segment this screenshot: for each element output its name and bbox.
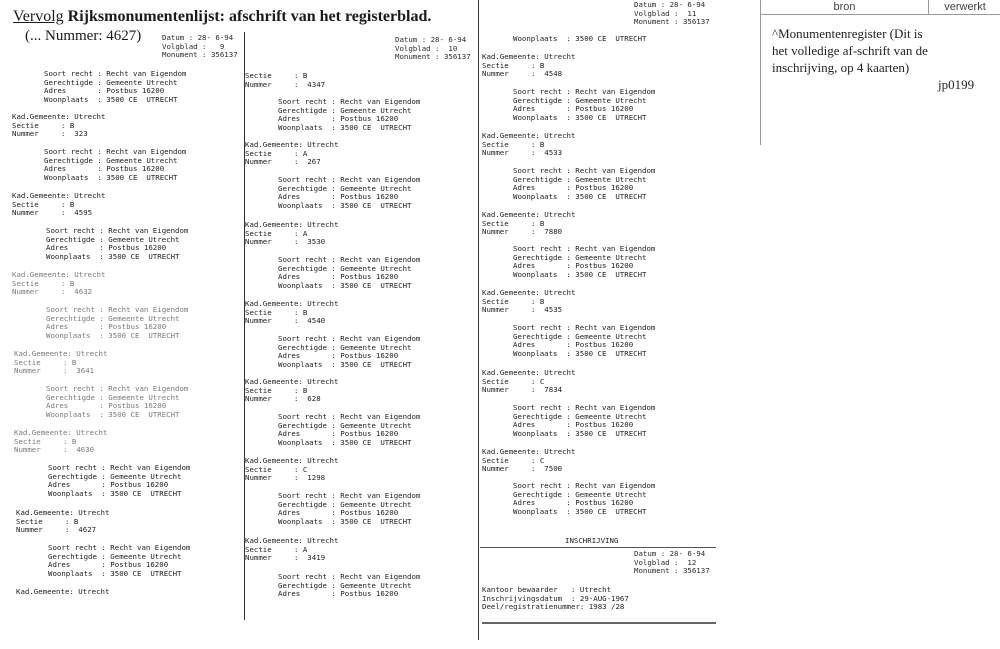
col3-entry: Kad.Gemeente: Utrecht Sectie : B Nummer : 4548 xyxy=(482,52,576,79)
col1-entry: Kad.Gemeente: Utrecht Sectie : B Nummer : 323 xyxy=(12,112,106,139)
col3-entry: Kad.Gemeente: Utrecht Sectie : B Nummer : 4535 xyxy=(482,288,576,315)
bron-column-header: bron xyxy=(761,0,928,15)
column-divider-2 xyxy=(478,0,479,640)
col1-entry: Kad.Gemeente: Utrecht Sectie : B Nummer : 4632 xyxy=(12,270,106,297)
col2-entry: Kad.Gemeente: Utrecht Sectie : C Nummer : 1298 xyxy=(245,456,339,483)
col2-entry: Kad.Gemeente: Utrecht Sectie : A Nummer : 3419 xyxy=(245,536,339,563)
col3-entry: Soort recht : Recht van Eigendom Gerechtigde : Gemeente Utrecht Adres : Postbus 16200 Woonplaats : 3500 CE UTRECHT xyxy=(513,403,656,438)
col3-entry: Kad.Gemeente: Utrecht Sectie : B Nummer : 4533 xyxy=(482,131,576,158)
col2-entry: Sectie : B Nummer : 4347 xyxy=(245,71,326,89)
col3-entry: Kad.Gemeente: Utrecht Sectie : B Nummer : 7880 xyxy=(482,210,576,237)
col3-entry: Soort recht : Recht van Eigendom Gerechtigde : Gemeente Utrecht Adres : Postbus 16200 Woonplaats : 3500 CE UTRECHT xyxy=(513,244,656,279)
col3-entry: Woonplaats : 3500 CE UTRECHT xyxy=(513,34,647,43)
col2-entry: Soort recht : Recht van Eigendom Gerechtigde : Gemeente Utrecht Adres : Postbus 16200 Woonplaats : 3500 CE UTRECHT xyxy=(278,334,421,369)
col1-entry: Soort recht : Recht van Eigendom Gerechtigde : Gemeente Utrecht Adres : Postbus 16200 Woonplaats : 3500 CE UTRECHT xyxy=(46,384,189,419)
verwerkt-code: jp0199 xyxy=(938,77,975,92)
col1-entry: Soort recht : Recht van Eigendom Gerechtigde : Gemeente Utrecht Adres : Postbus 16200 Woonplaats : 3500 CE UTRECHT xyxy=(44,147,187,182)
col1-entry: Soort recht : Recht van Eigendom Gerechtigde : Gemeente Utrecht Adres : Postbus 16200 Woonplaats : 3500 CE UTRECHT xyxy=(46,305,189,340)
col2-entry: Kad.Gemeente: Utrecht Sectie : B Nummer : 4540 xyxy=(245,299,339,326)
col3-entry: Soort recht : Recht van Eigendom Gerechtigde : Gemeente Utrecht Adres : Postbus 16200 Woonplaats : 3500 CE UTRECHT xyxy=(513,87,656,122)
col2-entry: Kad.Gemeente: Utrecht Sectie : A Nummer : 267 xyxy=(245,140,339,167)
col2-entry: Soort recht : Recht van Eigendom Gerechtigde : Gemeente Utrecht Adres : Postbus 16200 xyxy=(278,572,421,599)
card-bottom-rule xyxy=(482,622,716,624)
col1-entry: Kad.Gemeente: Utrecht xyxy=(16,587,110,596)
col2-entry: Soort recht : Recht van Eigendom Gerechtigde : Gemeente Utrecht Adres : Postbus 16200 Woonplaats : 3500 CE UTRECHT xyxy=(278,175,421,210)
col2-entry: Soort recht : Recht van Eigendom Gerechtigde : Gemeente Utrecht Adres : Postbus 16200 Woonplaats : 3500 CE UTRECHT xyxy=(278,255,421,290)
col2-entry: Kad.Gemeente: Utrecht Sectie : A Nummer : 3530 xyxy=(245,220,339,247)
col2-entry: Kad.Gemeente: Utrecht Sectie : B Nummer : 628 xyxy=(245,377,339,404)
document-heading xyxy=(13,8,431,26)
card-stamp-9: Datum : 28- 6-94 Volgblad : 9 Monument : 356137 xyxy=(162,33,238,60)
col1-entry: Kad.Gemeente: Utrecht Sectie : B Nummer : 3641 xyxy=(14,349,108,376)
column-divider-1 xyxy=(244,32,245,620)
monument-number: (... Nummer: 4627) xyxy=(25,28,142,44)
inschrijving-details: Kantoor bewaarder : Utrecht Inschrijvingsdatum : 29-AUG-1967 Deel/registratienummer: 1983 /28 xyxy=(482,585,629,612)
card-stamp-10: Datum : 28- 6-94 Volgblad : 10 Monument : 356137 xyxy=(395,35,471,62)
col3-entry: Kad.Gemeente: Utrecht Sectie : C Nummer : 7500 xyxy=(482,447,576,474)
col1-entry: Soort recht : Recht van Eigendom Gerechtigde : Gemeente Utrecht Adres : Postbus 16200 Woonplaats : 3500 CE UTRECHT xyxy=(48,543,191,578)
card-stamp-11: Datum : 28- 6-94 Volgblad : 11 Monument : 356137 xyxy=(634,0,710,27)
col3-entry: Kad.Gemeente: Utrecht Sectie : C Nummer : 7834 xyxy=(482,368,576,395)
col2-entry: Soort recht : Recht van Eigendom Gerechtigde : Gemeente Utrecht Adres : Postbus 16200 Woonplaats : 3500 CE UTRECHT xyxy=(278,97,421,132)
col2-entry: Soort recht : Recht van Eigendom Gerechtigde : Gemeente Utrecht Adres : Postbus 16200 Woonplaats : 3500 CE UTRECHT xyxy=(278,412,421,447)
col1-entry: Soort recht : Recht van Eigendom Gerechtigde : Gemeente Utrecht Adres : Postbus 16200 Woonplaats : 3500 CE UTRECHT xyxy=(46,226,189,261)
col1-entry: Soort recht : Recht van Eigendom Gerechtigde : Gemeente Utrecht Adres : Postbus 16200 Woonplaats : 3500 CE UTRECHT xyxy=(48,463,191,498)
card-stamp-12: Datum : 28- 6-94 Volgblad : 12 Monument : 356137 xyxy=(634,549,710,576)
inschrijving-heading: INSCHRIJVING xyxy=(565,536,619,545)
col1-entry: Soort recht : Recht van Eigendom Gerechtigde : Gemeente Utrecht Adres : Postbus 16200 Woonplaats : 3500 CE UTRECHT xyxy=(44,69,187,104)
inschrijving-rule xyxy=(480,547,716,548)
col2-entry: Soort recht : Recht van Eigendom Gerechtigde : Gemeente Utrecht Adres : Postbus 16200 Woonplaats : 3500 CE UTRECHT xyxy=(278,491,421,526)
col1-entry: Kad.Gemeente: Utrecht Sectie : B Nummer : 4595 xyxy=(12,191,106,218)
col1-entry: Kad.Gemeente: Utrecht Sectie : B Nummer : 4630 xyxy=(14,428,108,455)
document-title: Rijksmonumentenlijst: afschrift van het registerblad. xyxy=(67,8,432,25)
vervolg-label: Vervolg xyxy=(13,8,64,25)
col3-entry: Soort recht : Recht van Eigendom Gerechtigde : Gemeente Utrecht Adres : Postbus 16200 Woonplaats : 3500 CE UTRECHT xyxy=(513,481,656,516)
col3-entry: Soort recht : Recht van Eigendom Gerechtigde : Gemeente Utrecht Adres : Postbus 16200 Woonplaats : 3500 CE UTRECHT xyxy=(513,323,656,358)
bron-text: ^Monumentenregister (Dit is het volledige af-schrift van de inschrijving, op 4 kaarten) xyxy=(772,26,928,75)
col1-entry: Kad.Gemeente: Utrecht Sectie : B Nummer : 4627 xyxy=(16,508,110,535)
verwerkt-column-header: verwerkt xyxy=(928,0,1000,15)
col3-entry: Soort recht : Recht van Eigendom Gerechtigde : Gemeente Utrecht Adres : Postbus 16200 Woonplaats : 3500 CE UTRECHT xyxy=(513,166,656,201)
